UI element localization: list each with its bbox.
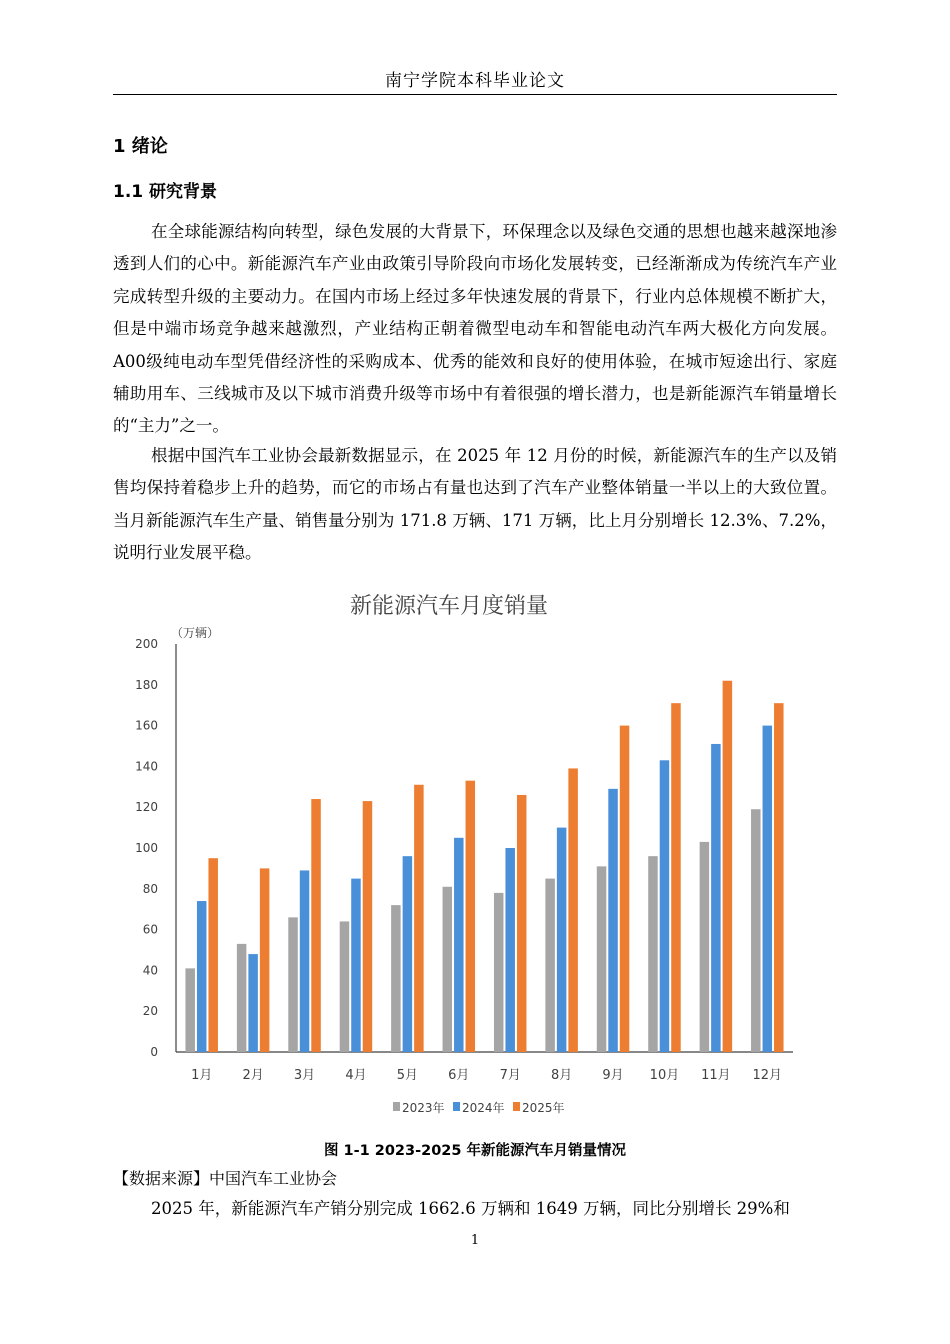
x-tick-label: 7月	[499, 1068, 521, 1083]
bar-2023年-2月	[237, 944, 247, 1052]
chapter-heading: 1 绪论	[113, 136, 168, 157]
header-rule	[113, 94, 837, 95]
section-heading: 1.1 研究背景	[113, 182, 218, 202]
x-tick-label: 1月	[191, 1068, 213, 1083]
bar-2024年-9月	[608, 789, 618, 1052]
y-axis-label: （万辆）	[171, 626, 220, 640]
y-tick-label: 100	[135, 841, 158, 855]
bar-2024年-12月	[763, 726, 773, 1052]
x-tick-label: 2月	[242, 1068, 264, 1083]
legend-label: 2025年	[522, 1101, 565, 1115]
bar-2024年-5月	[403, 856, 413, 1052]
bar-2025年-12月	[774, 703, 784, 1052]
bar-2023年-9月	[597, 866, 607, 1052]
legend-label: 2024年	[462, 1101, 505, 1115]
running-header: 南宁学院本科毕业论文	[385, 71, 565, 91]
bar-2023年-3月	[288, 917, 298, 1052]
paragraph-statistics: 根据中国汽车工业协会最新数据显示，在 2025 年 12 月份的时候，新能源汽车的生产以及销售均保持着稳步上升的趋势，而它的市场占有量也达到了汽车产业整体销量一半以上的大致位置。当月新能源汽车生产量、销售量分别为 171.8 万辆、171 万辆，比上月分别增长 12.3%、7.2%，说明行业发展平稳。	[113, 446, 837, 563]
bar-2025年-3月	[311, 799, 321, 1052]
bar-2024年-4月	[351, 879, 361, 1052]
legend-swatch	[393, 1102, 400, 1111]
bar-2024年-6月	[454, 838, 464, 1052]
x-tick-label: 4月	[345, 1068, 367, 1083]
y-tick-label: 0	[150, 1045, 158, 1059]
y-tick-label: 60	[142, 922, 158, 937]
figure-caption: 图 1-1 2023-2025 年新能源汽车月销量情况	[323, 1143, 627, 1159]
y-tick-label: 80	[142, 881, 158, 896]
bar-2025年-10月	[671, 703, 681, 1052]
paragraph-background: 在全球能源结构向转型，绿色发展的大背景下，环保理念以及绿色交通的思想也越来越深地渗透到人们的心中。新能源汽车产业由政策引导阶段向市场化发展转变，已经渐渐成为传统汽车产业完成转型升级的主要动力。在国内市场上经过多年快速发展的背景下，行业内总体规模不断扩大，但是中端市场竞争越来越激烈，产业结构正朝着微型电动车和智能电动汽车两大极化方向发展。A00级纯电动车型凭借经济性的采购成本、优秀的能效和良好的使用体验，在城市短途出行、家庭辅助用车、三线城市及以下城市消费升级等市场中有着很强的增长潜力，也是新能源汽车销量增长的“主力”之一。	[113, 222, 837, 436]
bar-2024年-1月	[197, 901, 207, 1052]
bar-2023年-6月	[443, 887, 453, 1052]
y-tick-label: 160	[135, 718, 158, 733]
y-tick-label: 20	[142, 1004, 158, 1019]
bar-2024年-10月	[660, 760, 670, 1052]
bar-2023年-5月	[391, 905, 401, 1052]
bar-2025年-9月	[620, 726, 630, 1052]
bar-2023年-11月	[700, 842, 710, 1052]
legend-label: 2023年	[402, 1101, 445, 1115]
bar-2025年-8月	[568, 768, 578, 1052]
x-tick-label: 8月	[550, 1068, 573, 1083]
bar-2023年-10月	[648, 856, 658, 1052]
legend-swatch	[513, 1102, 520, 1111]
bar-2023年-7月	[494, 893, 504, 1052]
y-tick-label: 200	[135, 637, 158, 651]
bar-2025年-6月	[466, 781, 476, 1052]
y-tick-label: 40	[142, 963, 158, 978]
bar-2024年-7月	[505, 848, 515, 1052]
bar-2025年-7月	[517, 795, 527, 1052]
y-tick-label: 120	[135, 800, 158, 815]
bar-2025年-11月	[723, 681, 733, 1052]
x-tick-label: 11月	[701, 1068, 731, 1083]
x-tick-label: 6月	[448, 1068, 470, 1083]
sales-chart-svg	[113, 575, 837, 1125]
bar-2024年-8月	[557, 828, 567, 1052]
bar-2023年-12月	[751, 809, 761, 1052]
figure-source: 【数据来源】中国汽车工业协会	[113, 1169, 338, 1188]
bar-2025年-1月	[208, 858, 218, 1052]
bar-2023年-4月	[340, 921, 350, 1052]
bar-2024年-11月	[711, 744, 721, 1052]
page-number: 1	[470, 1233, 480, 1248]
bar-2025年-4月	[363, 801, 373, 1052]
bar-2023年-1月	[185, 968, 195, 1052]
x-tick-label: 5月	[396, 1068, 419, 1083]
paragraph-annual: 2025 年，新能源汽车产销分别完成 1662.6 万辆和 1649 万辆，同比分别增长 29%和	[151, 1199, 790, 1218]
x-tick-label: 10月	[649, 1068, 680, 1083]
bar-2023年-8月	[545, 879, 555, 1052]
sales-chart	[113, 575, 837, 1125]
bar-2025年-5月	[414, 785, 424, 1052]
x-tick-label: 3月	[293, 1068, 316, 1083]
legend-swatch	[453, 1102, 460, 1111]
x-tick-label: 9月	[602, 1068, 624, 1083]
bar-2024年-3月	[300, 870, 310, 1052]
bar-2024年-2月	[248, 954, 258, 1052]
y-tick-label: 180	[135, 677, 158, 692]
x-tick-label: 12月	[752, 1068, 783, 1083]
chart-title: 新能源汽车月度销量	[349, 594, 549, 619]
bar-2025年-2月	[260, 868, 270, 1052]
y-tick-label: 140	[135, 759, 158, 774]
